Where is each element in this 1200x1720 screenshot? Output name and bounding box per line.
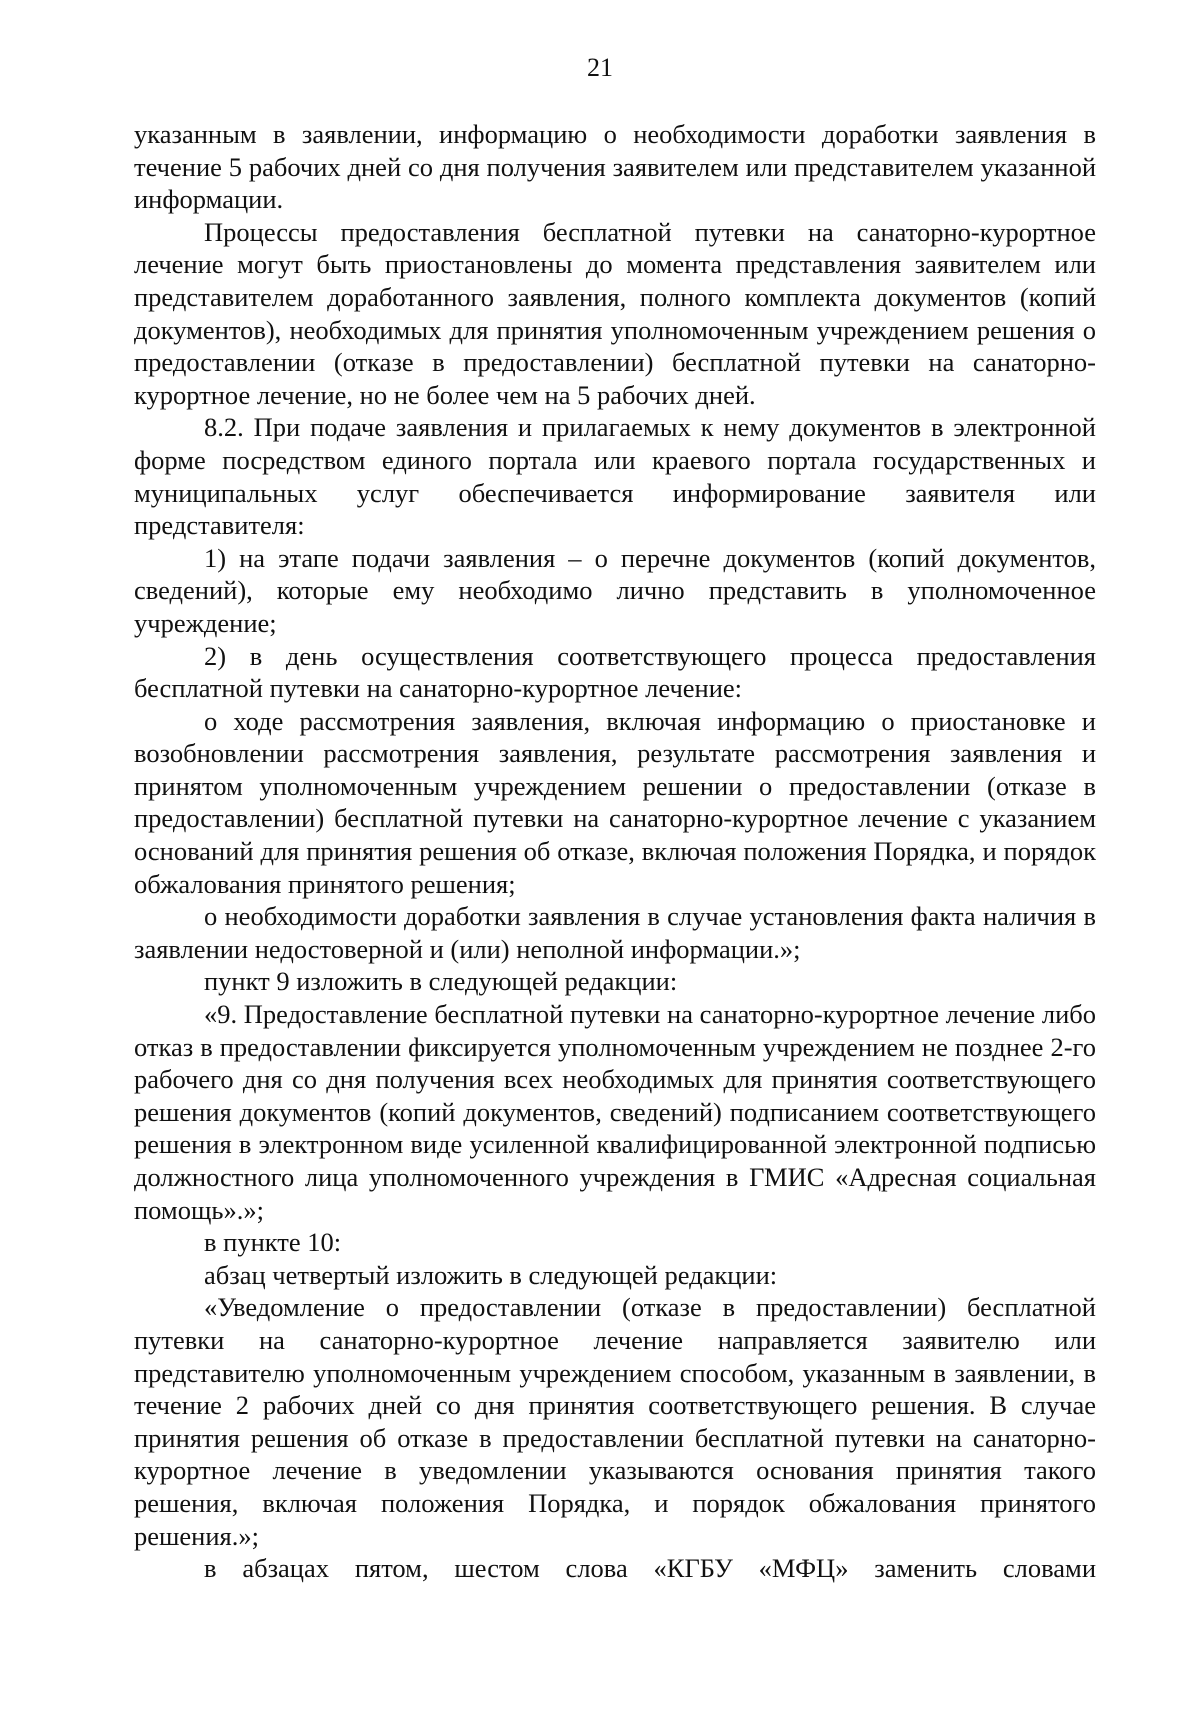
paragraph: 2) в день осуществления соответствующего процесса предоставления бесплатной путевки на санаторно-курортное лечение:: [134, 640, 1096, 704]
paragraph: «Уведомление о предоставлении (отказе в предоставлении) бесплатной путевки на санаторно-курортное лечение направляется заявителю или представителю уполномоченным учреждением способом, указанным в заявлении, в течение 2 рабочих дней со дня принятия соответствующего решения. В случае принятия решения об отказе в предоставлении бесплатной путевки на санаторно-курортное лечение в уведомлении указываются основания принятия такого решения, включая положения Порядка, и порядок обжалования принятого решения.»;: [134, 1292, 1096, 1551]
paragraph: о ходе рассмотрения заявления, включая информацию о приостановке и возобновлении рассмотрения заявления, результате рассмотрения заявления и принятом уполномоченным учреждением решении о предоставлении (отказе в предоставлении) бесплатной путевки на санаторно-курортное лечение с указанием оснований для принятия решения об отказе, включая положения Порядка, и порядок обжалования принятого решения;: [134, 705, 1096, 899]
document-body: [134, 118, 1096, 1585]
paragraph: абзац четвертый изложить в следующей редакции:: [204, 1259, 778, 1290]
paragraph: в абзацах пятом, шестом слова «КГБУ «МФЦ» заменить словами: [204, 1553, 1096, 1584]
page-number: 21: [587, 53, 613, 82]
paragraph: 1) на этапе подачи заявления – о перечне документов (копий документов, сведений), которые ему необходимо лично представить в уполномоченное учреждение;: [134, 542, 1096, 638]
paragraph: Процессы предоставления бесплатной путевки на санаторно-курортное лечение могут быть приостановлены до момента представления заявителем или представителем доработанного заявления, полного комплекта документов (копий документов), необходимых для принятия уполномоченным учреждением решения о предоставлении (отказе в предоставлении) бесплатной путевки на санаторно-курортное лечение, но не более чем на 5 рабочих дней.: [134, 216, 1096, 410]
paragraph: о необходимости доработки заявления в случае установления факта наличия в заявлении недостоверной и (или) неполной информации.»;: [134, 901, 1096, 964]
paragraph: 8.2. При подаче заявления и прилагаемых к нему документов в электронной форме посредством единого портала или краевого портала государственных и муниципальных услуг обеспечивается информирование заявителя или представителя:: [134, 412, 1096, 541]
paragraph: пункт 9 изложить в следующей редакции:: [204, 966, 678, 997]
paragraph: в пункте 10:: [204, 1227, 342, 1258]
paragraph: «9. Предоставление бесплатной путевки на санаторно-курортное лечение либо отказ в предоставлении фиксируется уполномоченным учреждением не позднее 2-го рабочего дня со дня получения всех необходимых для принятия соответствующего решения документов (копий документов, сведений) подписанием соответствующего решения в электронном виде усиленной квалифицированной электронной подписью должностного лица уполномоченного учреждения в ГМИС «Адресная социальная помощь».»;: [134, 999, 1096, 1225]
paragraph: указанным в заявлении, информацию о необходимости доработки заявления в течение 5 рабочих дней со дня получения заявителем или представителем указанной информации.: [134, 119, 1096, 215]
